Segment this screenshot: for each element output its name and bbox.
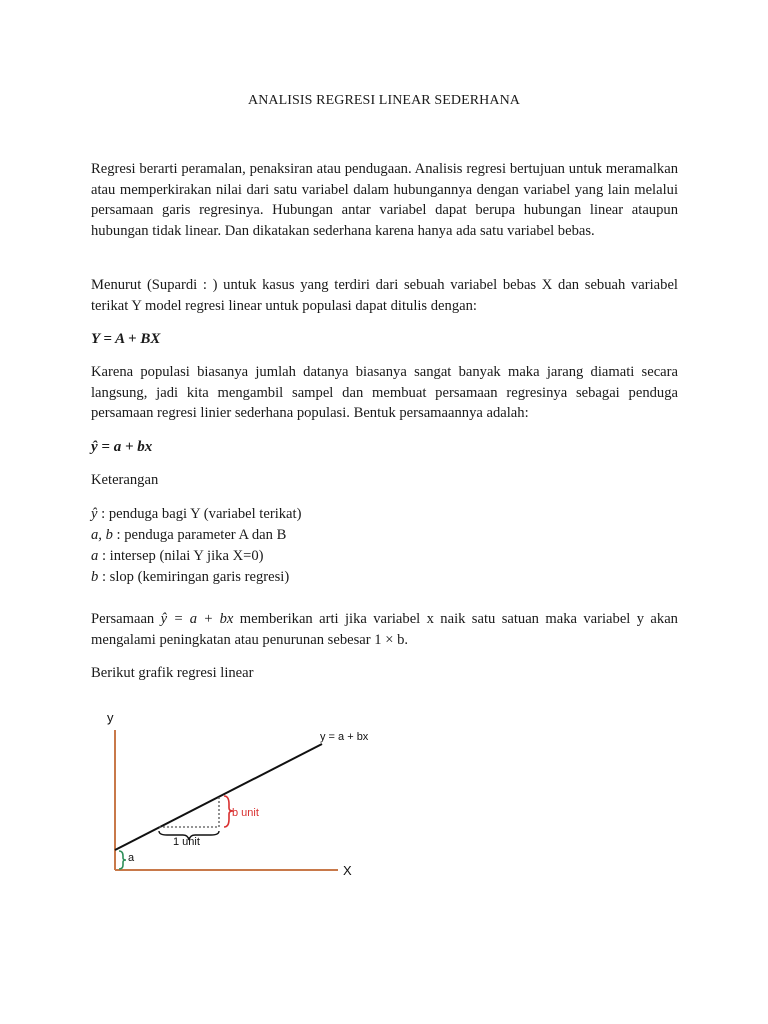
x-axis-label: X <box>343 863 352 878</box>
regression-figure <box>95 700 395 890</box>
formula-population: Y = A + BX <box>91 331 161 347</box>
paragraph-population-model: Menurut (Supardi : ) untuk kasus yang terdiri dari sebuah variabel bebas X dan sebuah variabel terikat Y model regresi linear untuk populasi dapat ditulis dengan: <box>91 277 678 314</box>
rise-label: b unit <box>232 807 259 819</box>
keterangan-symbol: ŷ <box>91 506 98 522</box>
paragraph-sample: Karena populasi biasanya jumlah datanya biasanya sangat banyak maka jarang diamati secara langsung, jadi kita mengambil sampel dan membuat persamaan regresinya sebagai penduga persamaan regresi linier sederhana populasi. Bentuk persamaannya adalah: <box>91 364 678 422</box>
paragraph-interpretation <box>91 609 678 650</box>
keterangan-text: : penduga parameter A dan B <box>112 527 287 543</box>
keterangan-item <box>91 525 286 546</box>
keterangan-item <box>91 546 264 567</box>
document-title: ANALISIS REGRESI LINEAR SEDERHANA <box>247 93 521 108</box>
keterangan-text: : slop (kemiringan garis regresi) <box>98 569 290 585</box>
keterangan-item <box>91 504 301 525</box>
paragraph4-suffix: memberikan arti jika variabel x naik satu satuan maka variabel y akan mengalami peningkatan atau penurunan sebesar 1 × b. <box>91 611 678 648</box>
y-axis-label: y <box>107 710 114 725</box>
paragraph-graph-intro: Berikut grafik regresi linear <box>91 665 254 681</box>
keterangan-text: : penduga bagi Y (variabel terikat) <box>97 506 302 522</box>
keterangan-symbol: a, b <box>91 527 113 543</box>
intercept-label: a <box>128 852 135 864</box>
paragraph4-formula: ŷ = a + bx <box>160 611 234 627</box>
keterangan-text: : intersep (nilai Y jika X=0) <box>98 548 264 564</box>
keterangan-symbol: a <box>91 548 99 564</box>
regression-line-label: y = a + bx <box>320 731 369 743</box>
keterangan-symbol: b <box>91 569 99 585</box>
run-label: 1 unit <box>173 836 200 848</box>
paragraph-intro: Regresi berarti peramalan, penaksiran atau pendugaan. Analisis regresi bertujuan untuk meramalkan atau memperkirakan nilai dari satu variabel dalam hubungannya dengan variabel yang lain melalui persamaan garis regresinya. Hubungan antar variabel dapat berupa hubungan linear ataupun hubungan tidak linear. Dan dikatakan sederhana karena hanya ada satu variabel bebas. <box>91 161 678 239</box>
paragraph4-prefix: Persamaan <box>91 611 161 627</box>
keterangan-item <box>91 567 289 588</box>
keterangan-label: Keterangan <box>91 472 159 488</box>
formula-sample-text: ŷ = a + bx <box>91 439 153 455</box>
formula-sample <box>91 437 152 458</box>
intercept-bracket <box>119 851 126 869</box>
